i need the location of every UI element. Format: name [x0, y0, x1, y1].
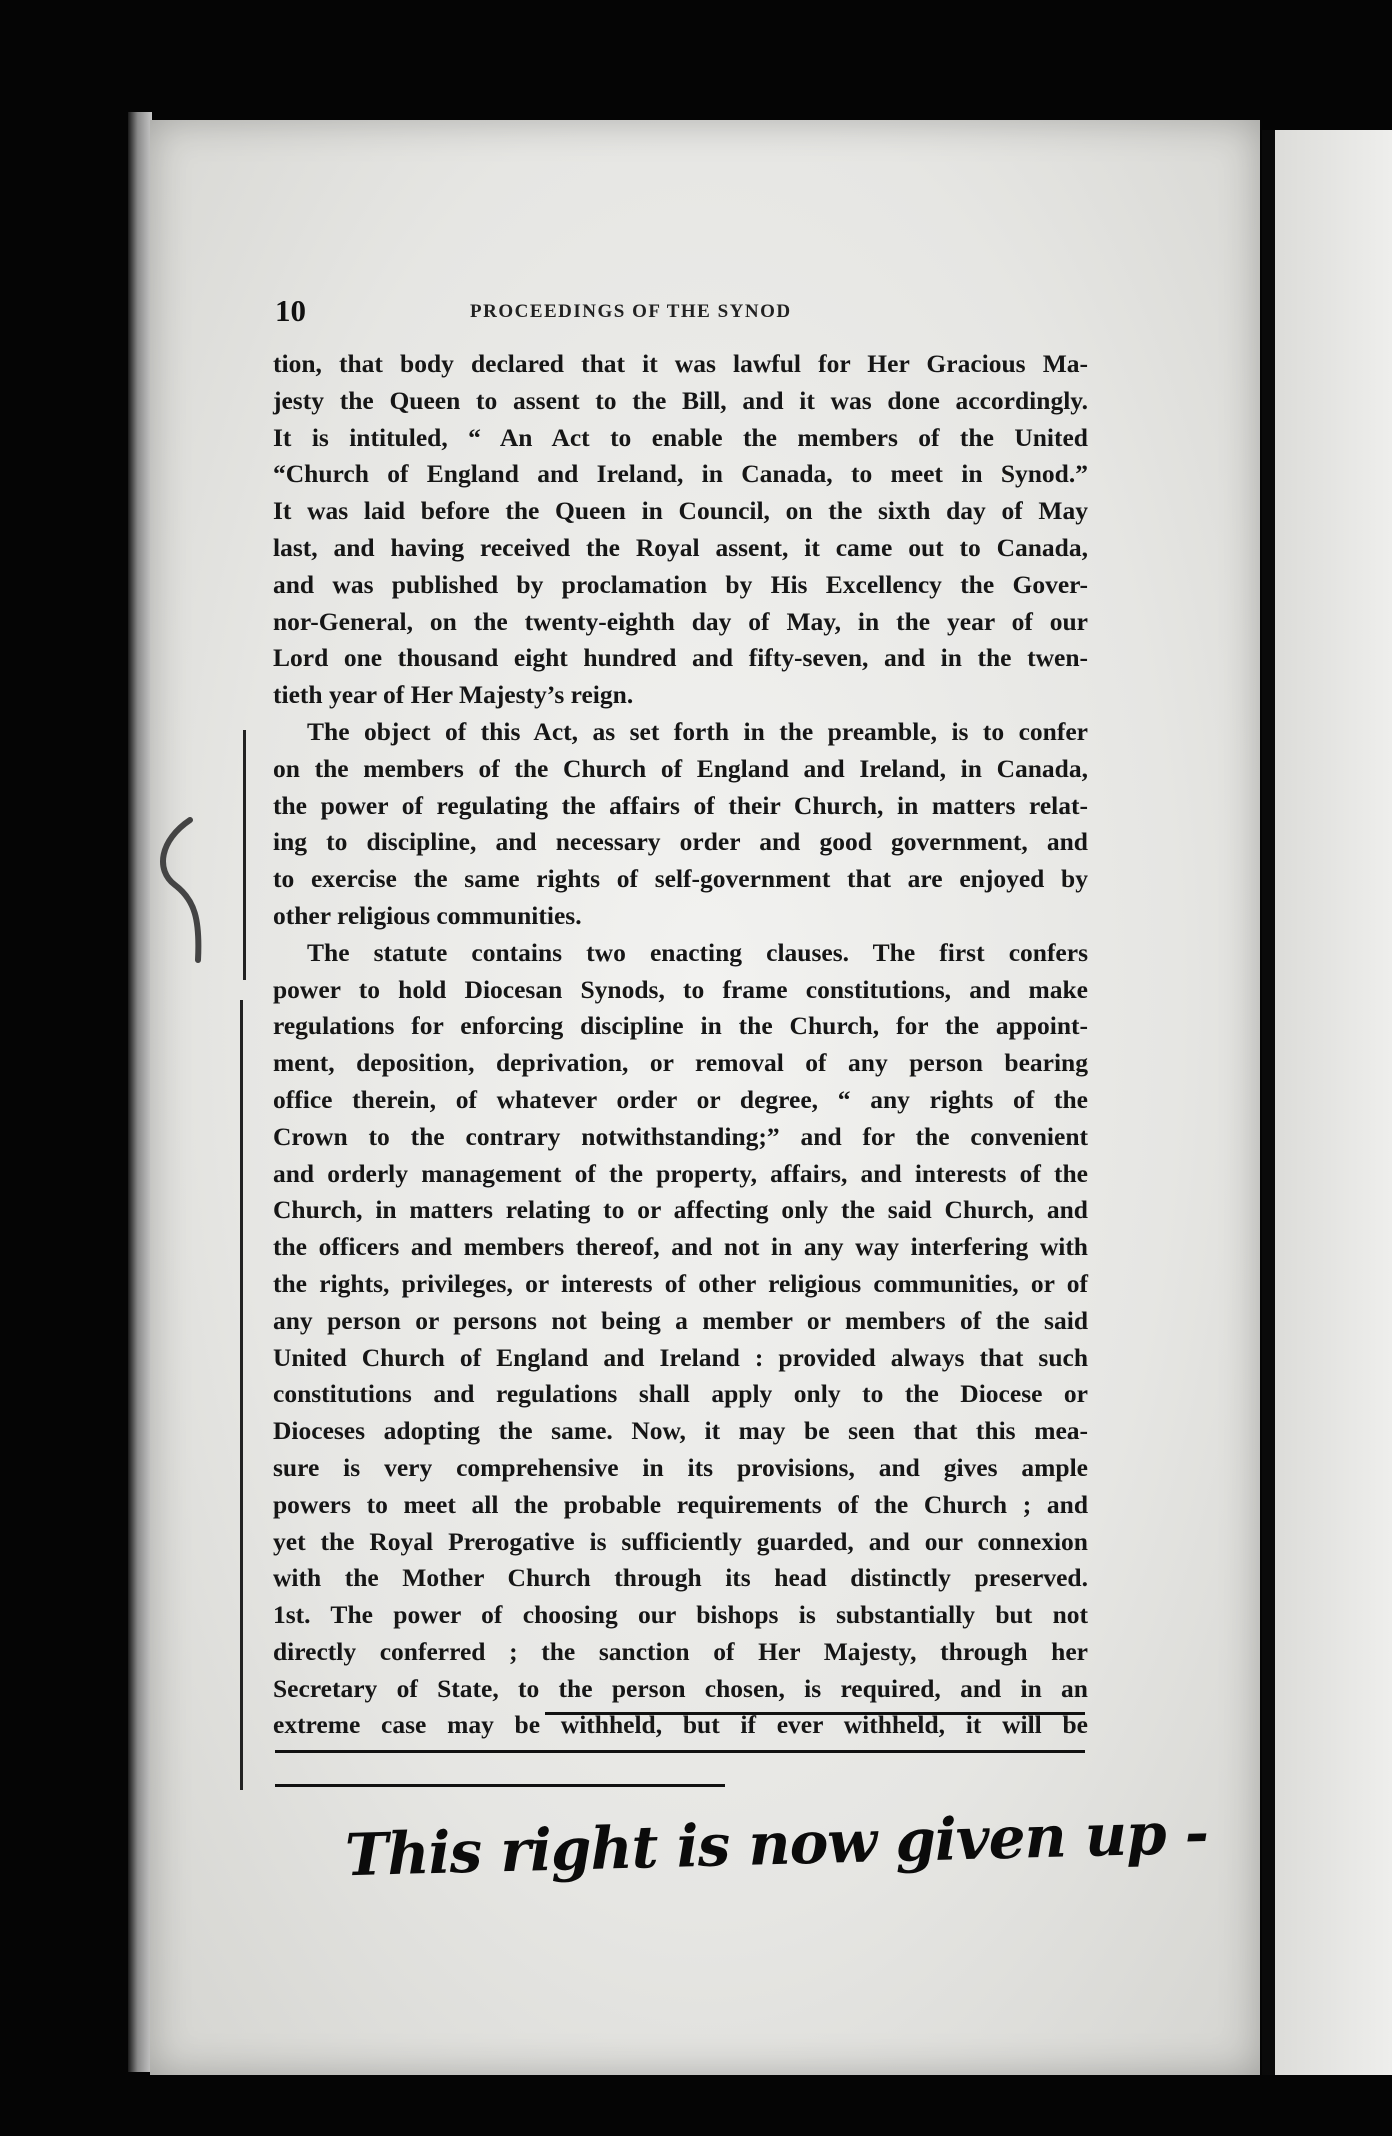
page-gutter	[1262, 130, 1275, 2075]
text-line: Church, in matters relating to or affecting only the said Church, and	[273, 1195, 1088, 1225]
text-line: and orderly management of the property, affairs, and interests of the	[273, 1158, 1088, 1188]
text-line: the rights, privileges, or interests of other religious communities, or of	[273, 1268, 1088, 1298]
text-line: power to hold Diocesan Synods, to frame constitutions, and make	[273, 974, 1088, 1004]
text-line: nor-General, on the twenty-eighth day of May, in the year of our	[273, 606, 1088, 636]
underline-mark	[275, 1784, 725, 1787]
text-line: on the members of the Church of England and Ireland, in Canada,	[273, 753, 1088, 783]
text-line: with the Mother Church through its head distinctly preserved.	[273, 1563, 1088, 1593]
text-line: sure is very comprehensive in its provisions, and gives ample	[273, 1452, 1088, 1482]
text-line: directly conferred ; the sanction of Her Majesty, through her	[273, 1636, 1088, 1666]
text-line: tion, that body declared that it was lawful for Her Gracious Ma-	[273, 349, 1088, 378]
book-binding-edge	[128, 112, 152, 2072]
paragraph-2	[273, 714, 1088, 935]
text-line: The statute contains two enacting clauses. The first confers	[307, 937, 1088, 967]
text-line: the power of regulating the affairs of their Church, in matters relat-	[273, 790, 1088, 820]
text-line: 1st. The power of choosing our bishops is substantially but not	[273, 1600, 1088, 1630]
text-line: last, and having received the Royal assent, it came out to Canada,	[273, 532, 1088, 562]
text-line: and was published by proclamation by His Excellency the Gover-	[273, 569, 1088, 599]
page-header	[275, 293, 1085, 333]
text-line: Lord one thousand eight hundred and fifty-seven, and in the twen-	[273, 643, 1088, 673]
text-line: constitutions and regulations shall apply only to the Diocese or	[273, 1379, 1088, 1409]
paragraph-1	[273, 346, 1088, 714]
text-line: It was laid before the Queen in Council, on the sixth day of May	[273, 496, 1088, 526]
text-line: extreme case may be withheld, but if ever withheld, it will be	[273, 1710, 1088, 1740]
handwritten-note: This right is now given up -	[344, 1798, 1209, 1890]
text-line: jesty the Queen to assent to the Bill, and it was done accordingly.	[273, 385, 1088, 415]
text-line: Secretary of State, to the person chosen, is required, and in an	[273, 1673, 1088, 1703]
text-line: tieth year of Her Majesty’s reign.	[273, 680, 634, 710]
underline-mark	[545, 1712, 1085, 1715]
paragraph-3	[273, 935, 1088, 1745]
text-line: regulations for enforcing discipline in the Church, for the appoint-	[273, 1011, 1088, 1041]
text-line: any person or persons not being a member or members of the said	[273, 1305, 1088, 1335]
text-line: “Church of England and Ireland, in Canada, to meet in Synod.”	[273, 459, 1088, 489]
text-line: office therein, of whatever order or degree, “ any rights of the	[273, 1084, 1088, 1114]
text-line: to exercise the same rights of self-government that are enjoyed by	[273, 864, 1088, 894]
text-line: Dioceses adopting the same. Now, it may be seen that this mea-	[273, 1416, 1088, 1446]
margin-bracket-mark	[243, 730, 246, 980]
body-text	[273, 346, 1088, 1744]
text-line: yet the Royal Prerogative is sufficiently guarded, and our connexion	[273, 1526, 1088, 1556]
text-line: ment, deposition, deprivation, or removal of any person bearing	[273, 1048, 1088, 1078]
underline-mark	[275, 1750, 1085, 1753]
text-line: United Church of England and Ireland : provided always that such	[273, 1342, 1088, 1372]
text-line: The object of this Act, as set forth in the preamble, is to confer	[307, 716, 1088, 746]
text-line: other religious communities.	[273, 900, 582, 930]
text-line: the officers and members thereof, and not in any way interfering with	[273, 1232, 1088, 1262]
text-line: ing to discipline, and necessary order and good government, and	[273, 827, 1088, 857]
margin-squiggle-mark	[150, 810, 240, 970]
margin-bracket-mark	[240, 1000, 243, 1790]
text-line: It is intituled, “ An Act to enable the members of the United	[273, 422, 1088, 452]
facing-page-edge	[1275, 130, 1392, 2075]
text-line: Crown to the contrary notwithstanding;” and for the convenient	[273, 1121, 1088, 1151]
text-line: powers to meet all the probable requirements of the Church ; and	[273, 1489, 1088, 1519]
running-head: PROCEEDINGS OF THE SYNOD	[470, 301, 792, 322]
page-number: 10	[275, 293, 306, 328]
